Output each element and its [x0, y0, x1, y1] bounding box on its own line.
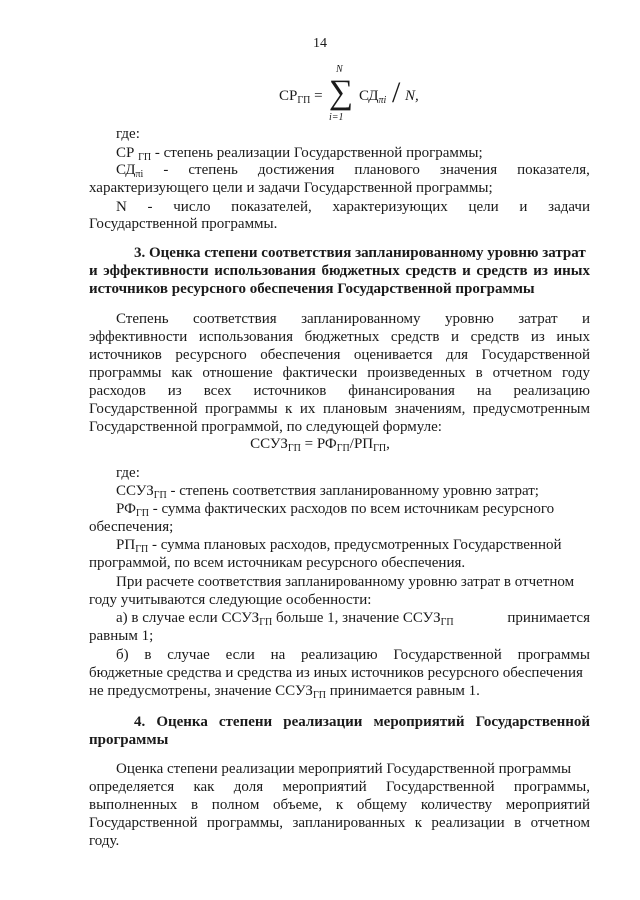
where-label-2: где:	[116, 465, 140, 481]
section3-heading-line1: 3. Оценка степени соответствия запланированному уровню затрат	[134, 245, 586, 261]
def-n-line1: N - число показателей, характеризующих цели и задачи	[116, 199, 590, 215]
section3-para-line3: источников ресурсного обеспечения оценивается для Государственной	[89, 347, 590, 363]
section4-para-line2: определяется как доля мероприятий Государственной программы,	[89, 779, 590, 795]
section4-para-line5: году.	[89, 833, 120, 849]
def-sr: СР $_{ГП}$ - степень реализации Государственной программы;	[116, 145, 483, 163]
section4-para-line3: выполненных в полном объеме, к общему количеству мероприятий	[89, 797, 590, 813]
formula-term: $СД_{\pi i}$	[359, 88, 387, 106]
section3-heading-line3: источников ресурсного обеспечения Государственной программы	[89, 281, 535, 297]
page-number: 14	[313, 36, 327, 51]
def-rf-line1: $РФ_{ГП}$ - сумма фактических расходов по всем источникам ресурсного	[116, 501, 555, 519]
section3-para-line6: Государственной программы к их плановым значениям, предусмотренным	[89, 401, 590, 417]
section3-para-line7: Государственной программой, по следующей формуле:	[89, 419, 442, 435]
item-a-line1: а) в случае если $ССУЗ_{ГП}$ больше 1, значение $ССУЗ_{ГП}$ принимается	[116, 610, 590, 628]
formula-cost-compliance: $ССУЗ_{ГП} = РФ_{ГП}/РП_{ГП}$,	[250, 436, 390, 454]
section3-heading-line2: и эффективности использования бюджетных средств и средств из иных	[89, 263, 590, 279]
where-label: где:	[116, 126, 140, 142]
def-rp-line2: программой, по всем источникам ресурсного обеспечения.	[89, 555, 466, 571]
def-ssuz: $ССУЗ_{ГП}$ - степень соответствия запланированному уровню затрат;	[116, 483, 539, 501]
sum-lower-limit: i=1	[329, 112, 344, 123]
formula-denominator: N,	[405, 88, 419, 104]
section3-para-line4: программы как отношение фактически произведенных в отчетном году	[89, 365, 590, 381]
features-line2: году учитываются следующие особенности:	[89, 592, 372, 608]
sum-upper-limit: N	[336, 64, 343, 75]
section4-para-line4: Государственной программы, запланированных к реализации в отчетном	[89, 815, 590, 831]
def-rp-line1: $РП_{ГП}$ - сумма плановых расходов, предусмотренных Государственной	[116, 537, 562, 555]
def-rf-line2: обеспечения;	[89, 519, 174, 535]
section3-para-line1: Степень соответствия запланированному уровню затрат и	[116, 311, 590, 327]
section3-para-line5: расходов из всех источников финансирования на реализацию	[89, 383, 590, 399]
formula-lhs: $СР_{ГП}$ =	[279, 88, 323, 106]
section3-para-line2: эффективности использования бюджетных средств и средств из иных	[89, 329, 590, 345]
def-n-line2: Государственной программы.	[89, 216, 278, 232]
item-b-line3: не предусмотрены, значение $ССУЗ_{ГП}$ принимается равным 1.	[89, 683, 480, 701]
formula-slash: /	[392, 76, 401, 109]
features-line1: При расчете соответствия запланированному уровню затрат в отчетном	[116, 574, 575, 590]
item-b-line1: б) в случае если на реализацию Государственной программы	[116, 647, 590, 663]
item-a-line2: равным 1;	[89, 628, 154, 644]
sigma-symbol: N ∑ i=1	[328, 64, 354, 123]
section4-heading-line2: программы	[89, 732, 169, 748]
item-b-line2: бюджетные средства и средства из иных источников ресурсного обеспечения	[89, 665, 583, 681]
def-sd-line1: $СД_{\pi i}$ - степень достижения планового значения показателя,	[116, 162, 590, 180]
section4-para-line1: Оценка степени реализации мероприятий Государственной программы	[116, 761, 572, 777]
def-sd-line2: характеризующего цели и задачи Государственной программы;	[89, 180, 493, 196]
section4-heading-line1: 4. Оценка степени реализации мероприятий Государственной	[134, 714, 590, 730]
